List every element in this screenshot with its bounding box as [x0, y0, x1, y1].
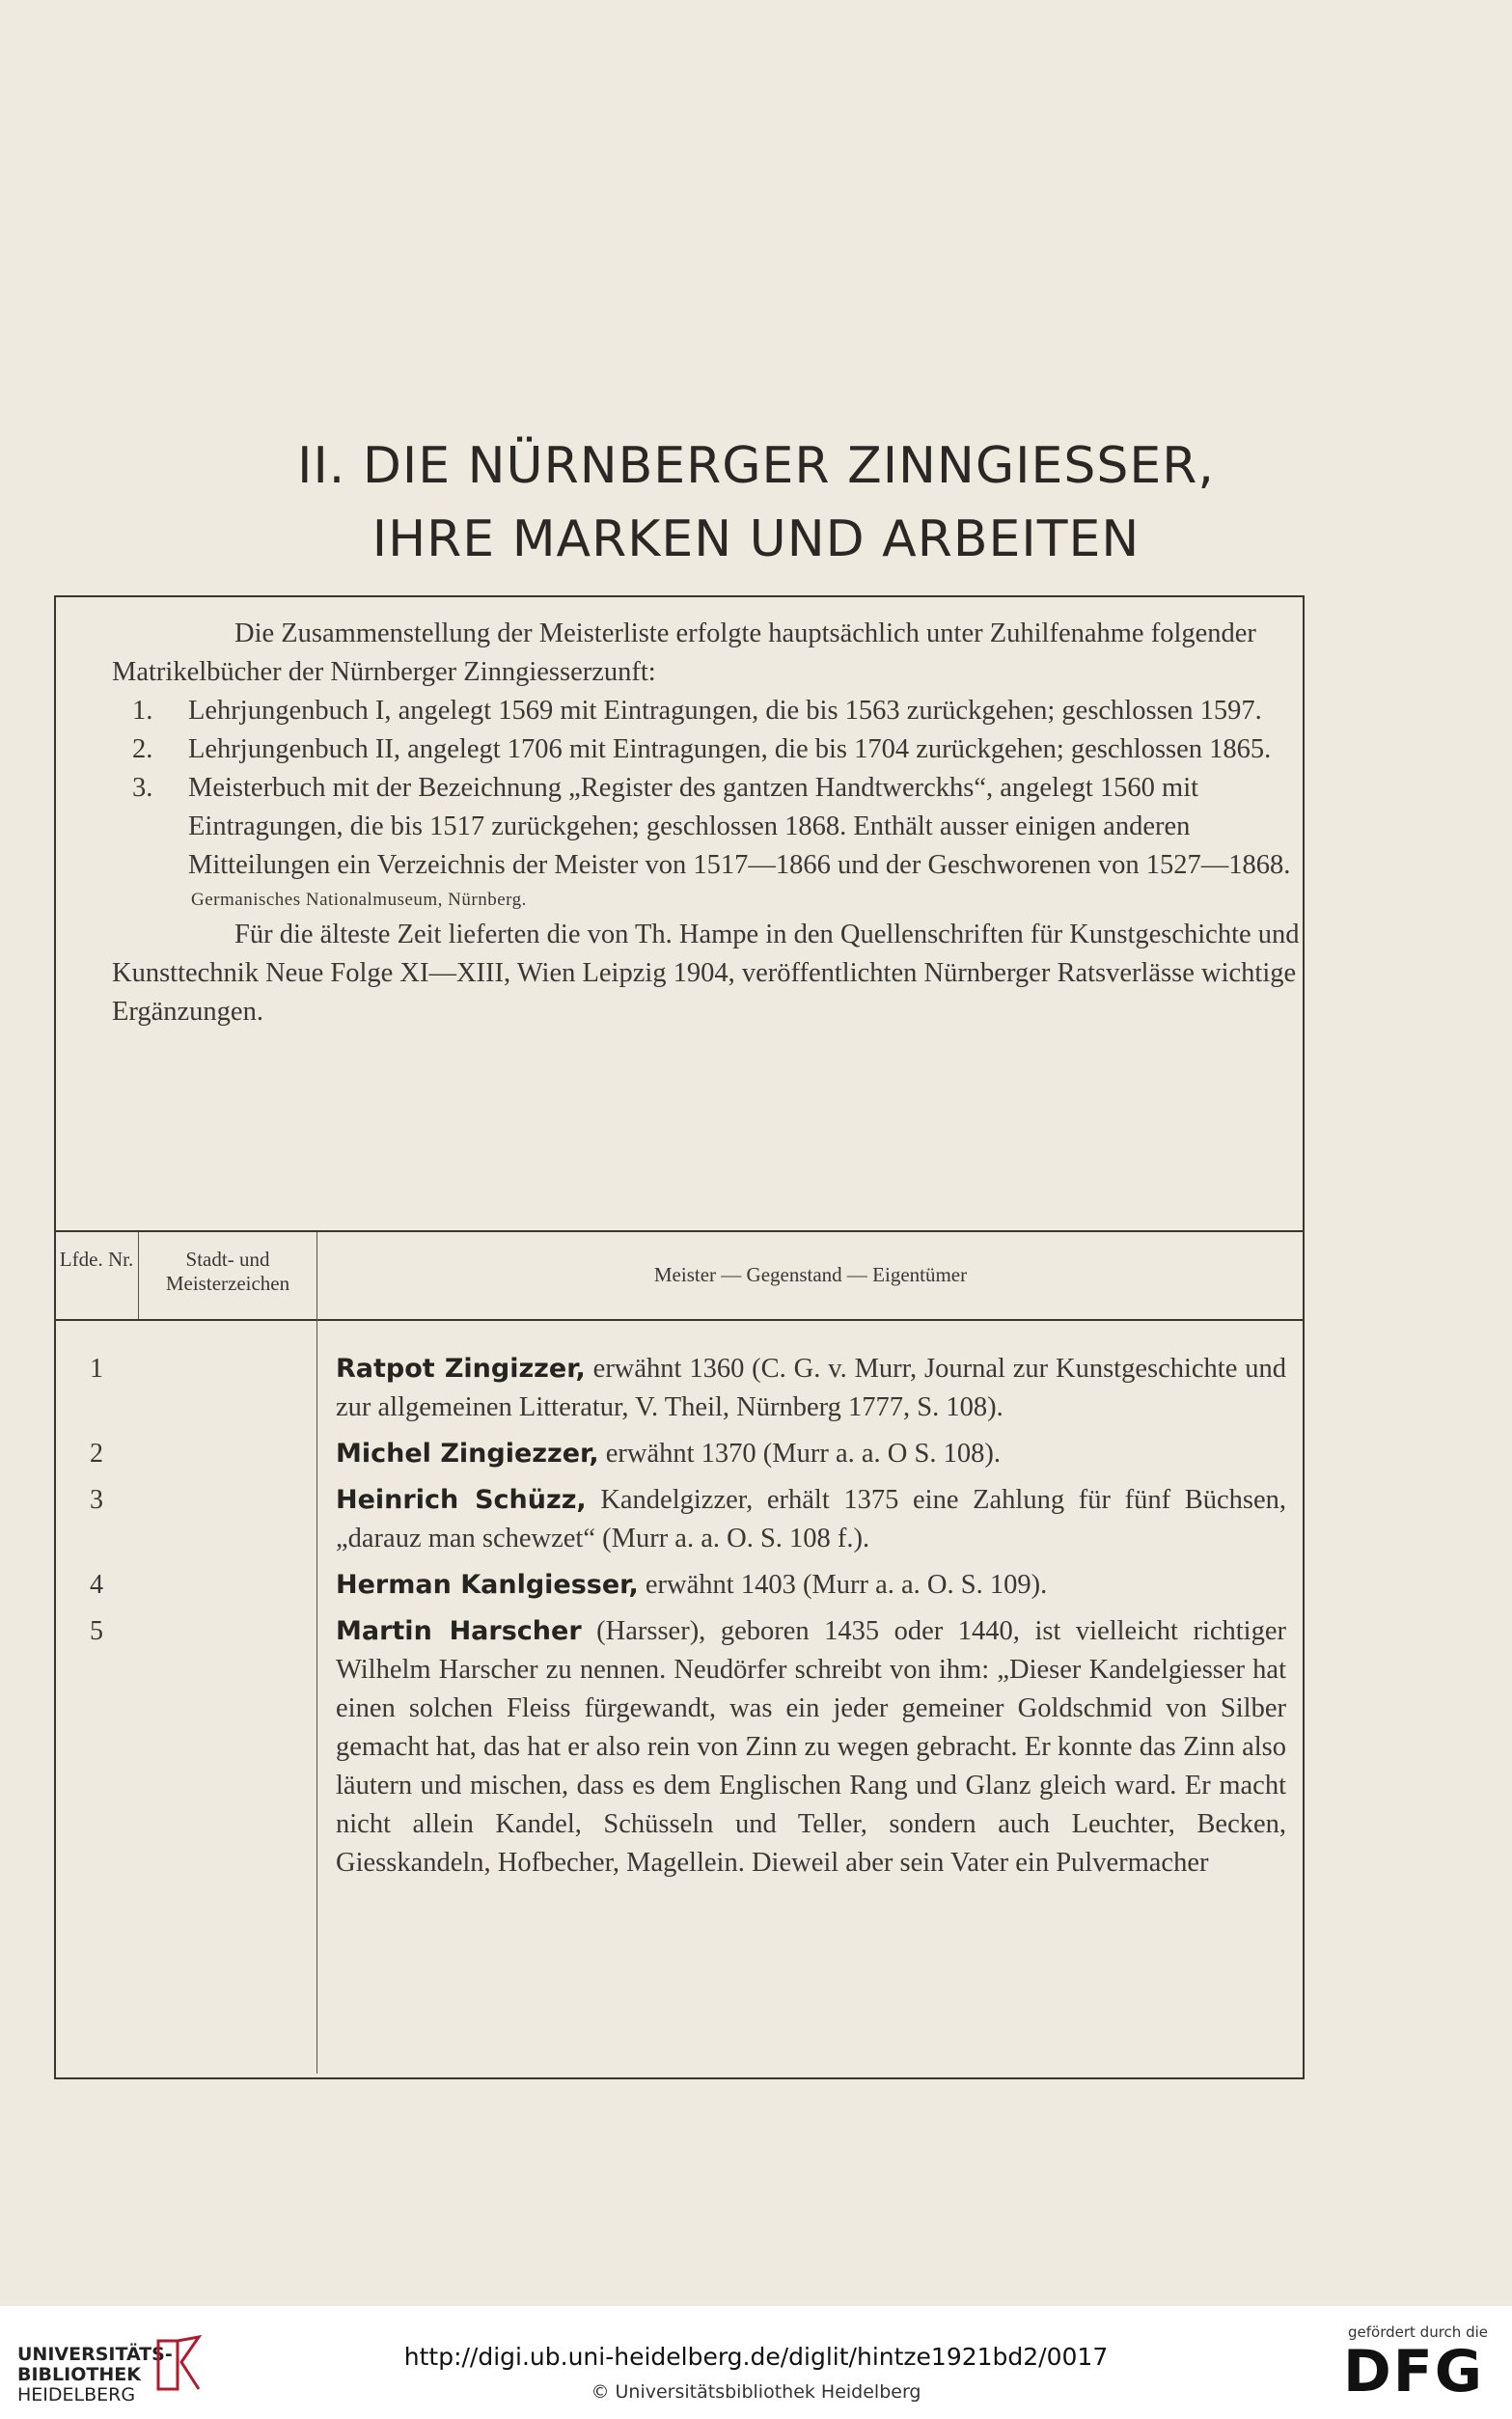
master-name: Heinrich Schüzz, — [336, 1485, 587, 1515]
list-item — [112, 692, 1337, 730]
list-item-number: 1. — [132, 696, 153, 726]
logo-line-1: UNIVERSITÄTS- — [17, 2344, 173, 2365]
column-header-marks: Stadt- und Meisterzeichen — [165, 1248, 290, 1295]
row-number: 1 — [90, 1354, 103, 1384]
row-number: 4 — [90, 1570, 103, 1600]
entry-text: erwähnt 1403 (Murr a. a. O. S. 109). — [638, 1570, 1048, 1600]
content-frame — [54, 595, 1305, 2079]
list-item — [112, 730, 1337, 769]
list-item-text: Lehrjungenbuch I, angelegt 1569 mit Eintragungen, die bis 1563 zurückgehen; geschlossen 1597. — [188, 696, 1262, 726]
list-item-text: Meisterbuch mit der Bezeichnung „Register des gantzen Handtwerckhs“, angelegt 1560 mit Eintragungen, die bis 1517 zurückgehen; geschlossen 1868. Enthält ausser einigen anderen Mitteilungen ein Verzeichnis der Meister von 1517—1866 und der Geschworenen von 1527—1868. — [188, 773, 1291, 880]
row-number: 5 — [90, 1616, 103, 1646]
master-name: Martin Harscher — [336, 1616, 582, 1646]
intro-paragraph-2: Für die älteste Zeit lieferten die von Th. Hampe in den Quellenschriften für Kunstgeschichte und Kunsttechnik Neue Folge XI—XIII, Wien Leipzig 1904, veröffentlichten Nürnberger Ratsverlässe wichtige Ergänzungen. — [112, 920, 1300, 1027]
row-text — [336, 1350, 1286, 1427]
master-name: Ratpot Zingizzer, — [336, 1354, 586, 1384]
row-text — [336, 1566, 1286, 1605]
entry-text: erwähnt 1360 (C. G. v. Murr, Journal zur Kunstgeschichte und zur allgemeinen Litteratur, V. Theil, Nürnberg 1777, S. 108). — [336, 1354, 1286, 1422]
entry-text: erwähnt 1370 (Murr a. a. O S. 108). — [598, 1439, 1001, 1469]
table-row — [56, 1566, 1303, 1605]
row-number: 3 — [90, 1485, 103, 1515]
chapter-title-line-1: II. DIE NÜRNBERGER ZINNGIESSER, — [297, 437, 1215, 495]
row-text — [336, 1612, 1286, 1883]
master-name: Herman Kanlgiesser, — [336, 1570, 639, 1600]
table-row — [56, 1350, 1303, 1427]
column-header-master: Meister — Gegenstand — Eigentümer — [653, 1263, 968, 1286]
logo-line-3: HEIDELBERG — [17, 2384, 136, 2405]
table-row — [56, 1612, 1303, 1883]
dfg-logo: DFG — [1343, 2338, 1485, 2405]
list-item — [112, 769, 1337, 885]
source-note: Germanisches Nationalmuseum, Nürnberg. — [191, 890, 527, 910]
copyright-notice: © Universitätsbibliothek Heidelberg — [591, 2381, 921, 2403]
column-header-number: Lfde. Nr. — [59, 1248, 134, 1271]
list-item-number: 2. — [132, 734, 153, 764]
entry-text: (Harsser), geboren 1435 oder 1440, ist vielleicht richtiger Wilhelm Harscher zu nennen. Neudörfer schreibt von ihm: „Dieser Kandelgiesser hat einen solchen Fleiss fürgewandt, was ein jeder gemeiner Goldschmid von Silber gemacht hat, das hat er also rein von Zinn zu wegen gebracht. Er konnte das Zinn also läutern und mischen, dass es dem Englischen Rang und Glanz gleich ward. Er macht nicht allein Kandel, Schüsseln und Teller, sondern auch Leuchter, Becken, Giesskandeln, Hofbecher, Magellein. Dieweil aber sein Vater ein Pulvermacher — [336, 1616, 1286, 1878]
permalink-url[interactable]: http://digi.ub.uni-heidelberg.de/diglit/hintze1921bd2/0017 — [403, 2343, 1109, 2371]
row-text — [336, 1481, 1286, 1558]
list-item-text: Lehrjungenbuch II, angelegt 1706 mit Eintragungen, die bis 1704 zurückgehen; geschlossen 1865. — [188, 734, 1272, 764]
chapter-title-line-2: IHRE MARKEN UND ARBEITEN — [371, 510, 1141, 568]
table-body — [56, 1350, 1303, 1883]
viewer-footer — [0, 2306, 1512, 2419]
master-name: Michel Zingiezzer, — [336, 1439, 599, 1469]
row-number: 2 — [90, 1439, 103, 1469]
list-item-number: 3. — [132, 773, 153, 803]
intro-text — [112, 615, 1337, 1031]
table-row — [56, 1481, 1303, 1558]
intro-paragraph: Die Zusammenstellung der Meisterliste erfolgte hauptsächlich unter Zuhilfenahme folgender Matrikelbücher der Nürnberger Zinngiesserzunft: — [112, 618, 1256, 687]
table-header-rule — [56, 1319, 1303, 1321]
row-text — [336, 1435, 1286, 1473]
table-top-rule — [56, 1230, 1303, 1232]
dfg-caption: gefördert durch die — [1348, 2323, 1488, 2341]
entry-text: Kandelgizzer, erhält 1375 eine Zahlung für fünf Büchsen, „darauz man schewzet“ (Murr a. a. O. S. 108 f.). — [336, 1485, 1286, 1553]
logo-line-2: BIBLIOTHEK — [17, 2364, 141, 2385]
table-row — [56, 1435, 1303, 1473]
